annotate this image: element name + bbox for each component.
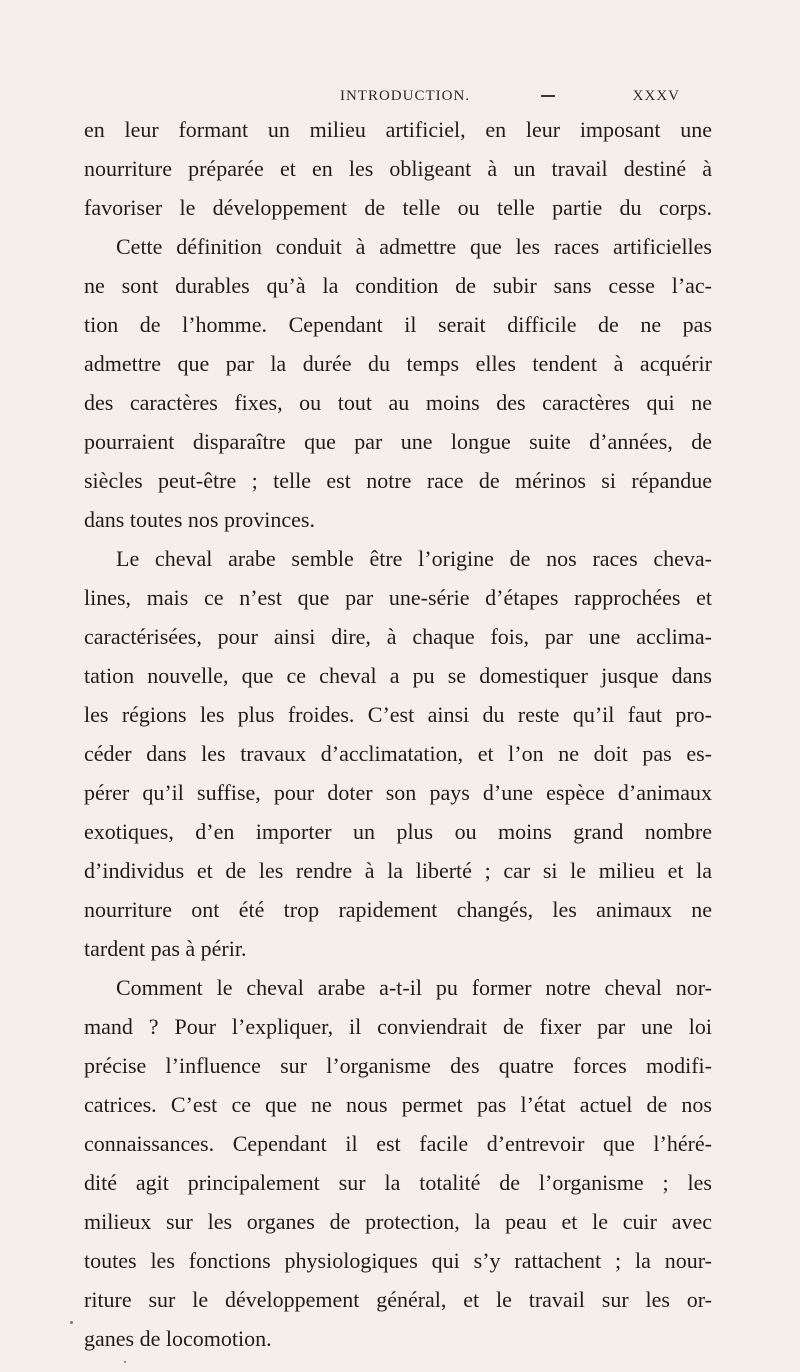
text-line: mand ? Pour l’expliquer, il conviendrait de fixer par une loi [84, 1014, 712, 1039]
text-line: catrices. C’est ce que ne nous permet pas l’état actuel de nos [84, 1092, 712, 1117]
text-line: d’individus et de les rendre à la liberté ; car si le milieu et la [84, 858, 712, 883]
text-line: connaissances. Cependant il est facile d’entrevoir que l’héré- [84, 1131, 712, 1156]
body-text [84, 110, 712, 1358]
text-line: des caractères fixes, ou tout au moins des caractères qui ne [84, 390, 712, 415]
text-line: tion de l’homme. Cependant il serait difficile de ne pas [84, 312, 712, 337]
text-line: céder dans les travaux d’acclimatation, et l’on ne doit pas es- [84, 741, 712, 766]
text-line: siècles peut-être ; telle est notre race de mérinos si répandue [84, 468, 712, 493]
paper-speck [70, 1321, 73, 1324]
text-line: tardent pas à périr. [84, 936, 247, 961]
header-dash [541, 95, 555, 97]
text-line: pourraient disparaître que par une longue suite d’années, de [84, 429, 712, 454]
text-line: Le cheval arabe semble être l’origine de nos races cheva- [116, 546, 712, 571]
text-line: dans toutes nos provinces. [84, 507, 315, 532]
text-line: favoriser le développement de telle ou telle partie du corps. [84, 195, 712, 220]
text-line: pérer qu’il suffise, pour doter son pays d’une espèce d’animaux [84, 780, 712, 805]
text-line: Comment le cheval arabe a-t-il pu former notre cheval nor- [116, 975, 712, 1000]
text-line: nourriture ont été trop rapidement changés, les animaux ne [84, 897, 712, 922]
text-line: tation nouvelle, que ce cheval a pu se domestiquer jusque dans [84, 663, 712, 688]
paper-speck [124, 1361, 126, 1363]
text-line: toutes les fonctions physiologiques qui s’y rattachent ; la nour- [84, 1248, 712, 1273]
running-head [0, 88, 800, 110]
page-number: XXXV [632, 88, 680, 104]
text-line: ne sont durables qu’à la condition de subir sans cesse l’ac- [84, 273, 712, 298]
text-line: exotiques, d’en importer un plus ou moins grand nombre [84, 819, 712, 844]
text-line: dité agit principalement sur la totalité de l’organisme ; les [84, 1170, 712, 1195]
text-line: riture sur le développement général, et le travail sur les or- [84, 1287, 712, 1312]
text-line: ganes de locomotion. [84, 1326, 272, 1351]
text-line: précise l’influence sur l’organisme des quatre forces modifi- [84, 1053, 712, 1078]
text-line: milieux sur les organes de protection, la peau et le cuir avec [84, 1209, 712, 1234]
text-line: en leur formant un milieu artificiel, en leur imposant une [84, 117, 712, 142]
running-title: INTRODUCTION. [339, 88, 471, 104]
text-line: admettre que par la durée du temps elles tendent à acquérir [84, 351, 712, 376]
text-line: lines, mais ce n’est que par une-série d’étapes rapprochées et [84, 585, 712, 610]
text-line: caractérisées, pour ainsi dire, à chaque fois, par une acclima- [84, 624, 712, 649]
text-line: les régions les plus froides. C’est ainsi du reste qu’il faut pro- [84, 702, 712, 727]
text-line: nourriture préparée et en les obligeant à un travail destiné à [84, 156, 712, 181]
text-line: Cette définition conduit à admettre que les races artificielles [116, 234, 712, 259]
